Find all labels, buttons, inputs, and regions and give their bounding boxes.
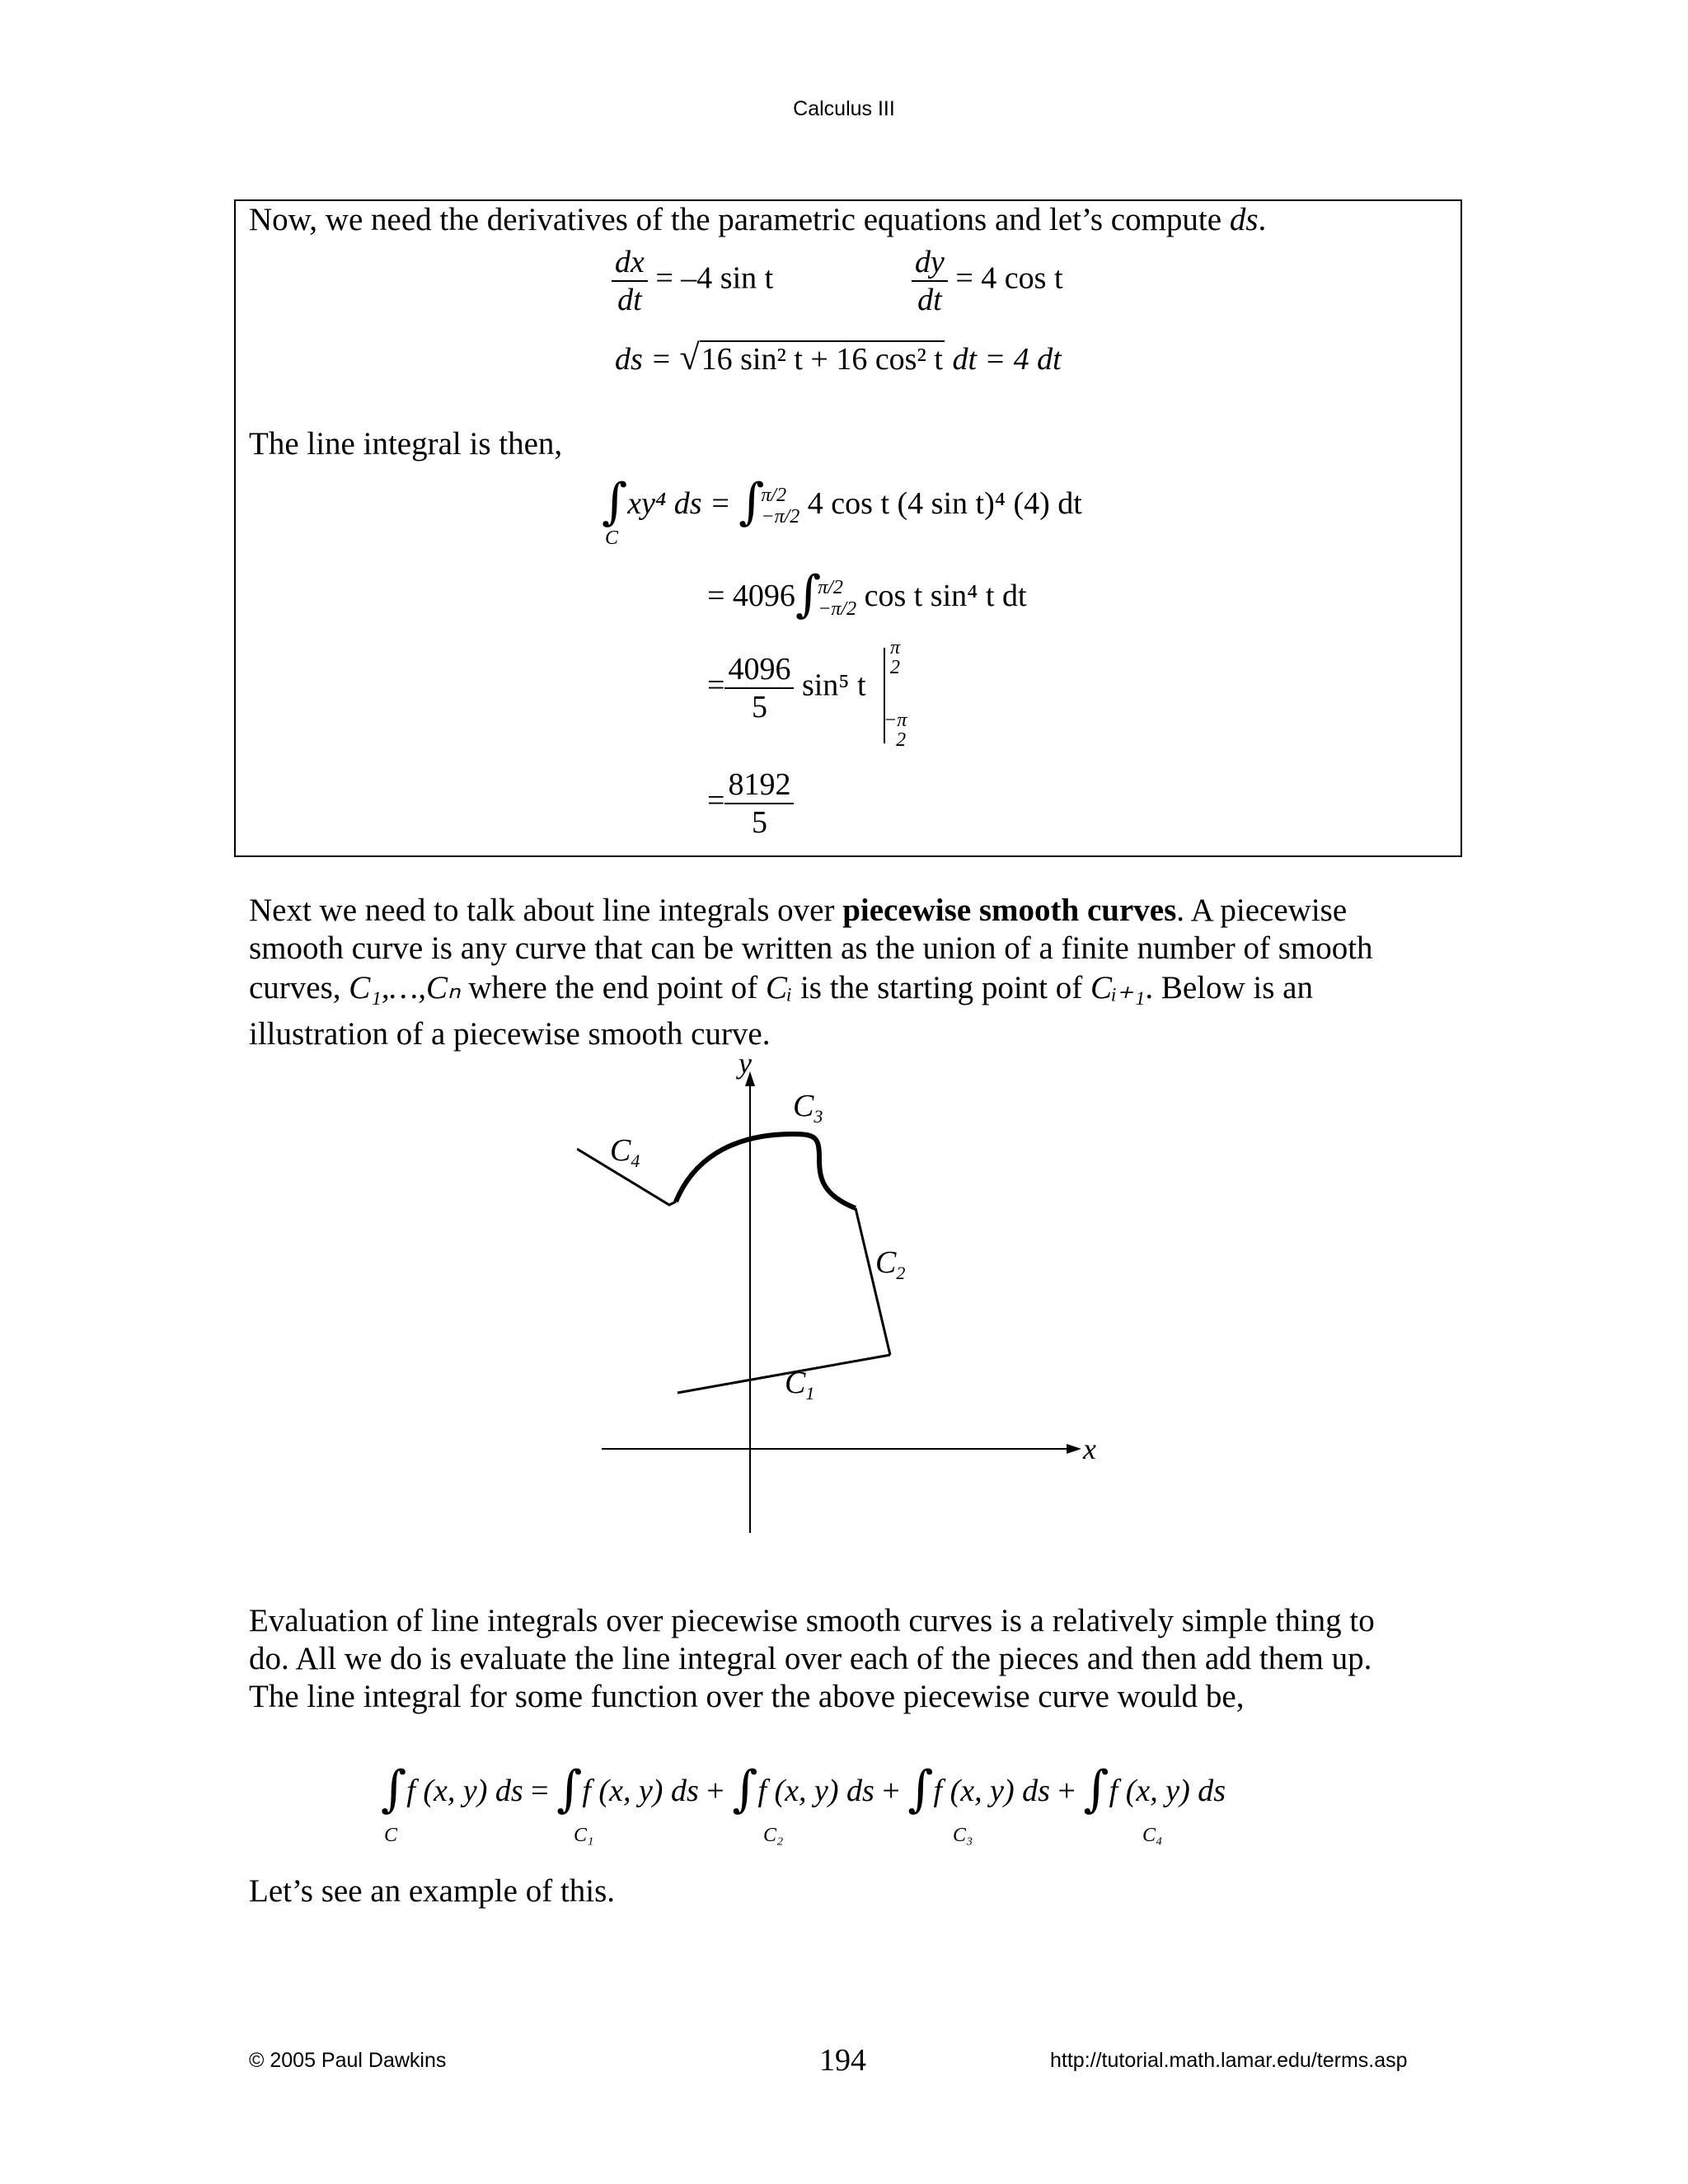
sum-sub-c: C bbox=[384, 1825, 398, 1846]
box-intro-line: Now, we need the derivatives of the parametric equations and let’s compute ds. bbox=[249, 202, 1267, 237]
footer-page-number: 194 bbox=[819, 2043, 866, 2078]
dx-dt-equation: $\frac{dx}{dt}$ = –4 sin t bbox=[612, 244, 773, 318]
para1-line2: smooth curve is any curve that can be written as the union of a finite number of smooth bbox=[249, 930, 1373, 966]
para1-line1: Next we need to talk about line integrals over piecewise smooth curves. A piecewise bbox=[249, 893, 1348, 928]
para2-line2: do. All we do is evaluate the line integral over each of the pieces and then add them up. bbox=[249, 1641, 1372, 1676]
curve-c3 bbox=[676, 1134, 856, 1208]
example-box bbox=[234, 199, 1462, 857]
label-c4: $C_4$ bbox=[610, 1133, 640, 1171]
x-axis-label: x bbox=[1083, 1432, 1096, 1465]
line-integral-intro: The line integral is then, bbox=[249, 426, 563, 462]
para2-line3: The line integral for some function over the above piecewise curve would be, bbox=[249, 1679, 1245, 1714]
footer-copyright: © 2005 Paul Dawkins bbox=[249, 2049, 447, 2072]
sum-sub-c4: C₄ bbox=[1142, 1825, 1163, 1846]
x-axis bbox=[602, 1444, 1081, 1454]
curve-c1 bbox=[678, 1355, 890, 1393]
integral-curve-label: C bbox=[605, 527, 619, 549]
integral-eq-3: = $\frac{4096}{5}$ sin⁵ t bbox=[707, 652, 866, 724]
eval-lower-limit: −π 2 bbox=[884, 710, 907, 751]
sum-sub-c1: C₁ bbox=[574, 1825, 594, 1846]
curve-c2 bbox=[856, 1208, 890, 1355]
sum-sub-c2: C₂ bbox=[763, 1825, 784, 1846]
para2-line1: Evaluation of line integrals over piecewise smooth curves is a relatively simple thing to bbox=[249, 1603, 1375, 1638]
integral-eq-1: ∫xy⁴ ds = ∫ π/2 −π/2 4 cos t (4 sin t)⁴ (4) dt bbox=[602, 473, 1082, 531]
piecewise-sum-equation: ∫f (x, y) ds = ∫f (x, y) ds + ∫f (x, y) ds + ∫f (x, y) ds + ∫f (x, y) ds bbox=[381, 1760, 1226, 1818]
para1-line3: curves, C₁,…,Cₙ where the end point of Cᵢ is the starting point of Cᵢ₊₁. Below is an bbox=[249, 970, 1313, 1005]
label-c2: $C_2$ bbox=[875, 1245, 906, 1283]
y-axis-label: y bbox=[738, 1055, 752, 1080]
footer-url: http://tutorial.math.lamar.edu/terms.asp bbox=[1050, 2049, 1408, 2072]
label-c1: $C_1$ bbox=[785, 1366, 815, 1404]
ds-equation: ds = √16 sin² t + 16 cos² t dt = 4 dt bbox=[615, 337, 1062, 377]
para1-line4: illustration of a piecewise smooth curve. bbox=[249, 1016, 771, 1052]
sum-sub-c3: C₃ bbox=[953, 1825, 973, 1846]
piecewise-curve-figure bbox=[577, 1055, 1121, 1549]
dy-dt-equation: $\frac{dy}{dt}$ = 4 cos t bbox=[912, 244, 1063, 318]
page-header: Calculus III bbox=[793, 97, 895, 120]
label-c3: $C_3$ bbox=[793, 1089, 823, 1127]
eval-upper-limit: π 2 bbox=[890, 637, 901, 678]
closing-line: Let’s see an example of this. bbox=[249, 1873, 616, 1909]
integral-eq-2: = 4096∫ π/2 −π/2 cos t sin⁴ t dt bbox=[707, 565, 1027, 623]
integral-eq-4: = $\frac{8192}{5}$ bbox=[707, 766, 794, 841]
